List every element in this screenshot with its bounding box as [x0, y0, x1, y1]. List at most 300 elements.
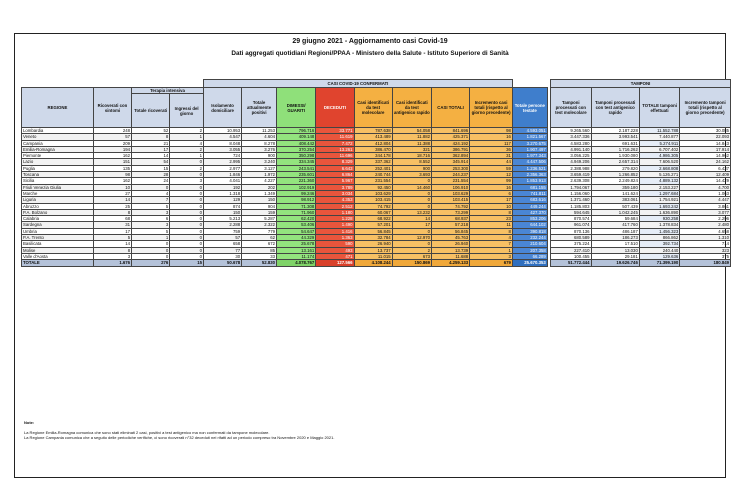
cell-molecolare: 231.554 — [354, 178, 392, 184]
cell-deceduti: 1.363 — [316, 235, 354, 241]
cell-region: Puglia — [22, 165, 94, 171]
cell-t-antigenico: 279.820 — [591, 165, 639, 171]
cell-isolamento: 10.953 — [203, 128, 241, 134]
cell-antigenico: 54.058 — [392, 128, 431, 134]
cell-testate: 1.821.567 — [512, 134, 547, 140]
bulletin-subtitle: Dati aggregati quotidiani Regioni/PPAA - Ministero della Salute - Istituto Superiore di Sanità — [231, 50, 509, 57]
cell-casi-totali: 253.300 — [432, 165, 470, 171]
cell-ti-totale: 6 — [132, 216, 170, 222]
cell-isolamento: 1.318 — [203, 190, 241, 196]
cell-region: Sardegna — [22, 222, 94, 228]
cell-t-molecolare: 4.991.140 — [551, 146, 591, 152]
cell-casi-totali: 345.914 — [432, 159, 470, 165]
cell-dimessi: 235.601 — [277, 172, 316, 178]
cell-incremento: 16 — [470, 184, 513, 190]
bulletin-title: 29 giugno 2021 - Aggiornamento casi Covid-19 — [292, 38, 448, 45]
cell-ti-ingressi: 0 — [170, 228, 204, 234]
cell-t-incremento: 17.914 — [680, 146, 731, 152]
cell-isolamento: 2.288 — [203, 222, 241, 228]
cell-ti-ingressi: 0 — [170, 159, 204, 165]
cell-t-molecolare: 2.639.308 — [551, 178, 591, 184]
cell-isolamento: 50.678 — [203, 260, 241, 266]
note-line: La Regione Campania comunica che a seguito delle periodiche verifiche, ci sono ricoverati n°32 deceduti nei rifatti ad un periodo compreso tra Novembre 2020 e Maggio 2021. — [24, 435, 335, 440]
cell-antigenico: 17 — [392, 222, 431, 228]
cell-ti-ingressi: 2 — [170, 146, 204, 152]
cell-casi-totali: 57.218 — [432, 222, 470, 228]
cell-t-totale: 2.668.808 — [639, 165, 679, 171]
col-casi-totali: CASI TOTALI — [432, 88, 470, 128]
cell-t-incremento: 14.962 — [680, 153, 731, 159]
cell-ti-totale: 0 — [132, 247, 170, 253]
cell-positivi: 202 — [242, 184, 277, 190]
cell-testate: 390.818 — [512, 228, 547, 234]
cell-incremento: 8 — [470, 209, 513, 215]
cell-t-molecolare: 680.589 — [551, 235, 591, 241]
cell-ti-ingressi: 0 — [170, 203, 204, 209]
cell-ricoverati: 14 — [93, 197, 131, 203]
cell-dimessi: 53.406 — [277, 222, 316, 228]
cell-ti-totale: 17 — [132, 146, 170, 152]
cell-dimessi: 71.308 — [277, 203, 316, 209]
cell-molecolare: 412.804 — [354, 140, 392, 146]
table-row — [22, 134, 731, 140]
cell-t-antigenico: 141.624 — [591, 190, 639, 196]
cell-t-incremento: 2.296 — [680, 216, 731, 222]
cell-incremento: 16 — [470, 134, 513, 140]
cell-deceduti: 6.643 — [316, 165, 354, 171]
cell-isolamento: 3.055 — [203, 146, 241, 152]
total-row — [22, 260, 731, 266]
cell-dimessi: 4.078.767 — [277, 260, 316, 266]
cell-ti-ingressi: 2 — [170, 128, 204, 134]
cell-incremento: 7 — [470, 241, 513, 247]
cell-antigenico: 8.552 — [392, 159, 431, 165]
cell-ricoverati: 57 — [93, 134, 131, 140]
cell-deceduti: 1.416 — [316, 228, 354, 234]
cell-deceduti: 493 — [316, 247, 354, 253]
cell-isolamento: 724 — [203, 153, 241, 159]
col-isolamento: Isolamento domiciliare — [203, 88, 241, 128]
cell-incremento: 1 — [470, 247, 513, 253]
cell-dimessi: 334.345 — [277, 159, 316, 165]
cell-t-incremento: 375 — [680, 253, 731, 259]
cell-deceduti: 3.789 — [316, 184, 354, 190]
cell-ricoverati: 3 — [93, 253, 131, 259]
cell-deceduti: 5.967 — [316, 178, 354, 184]
cell-molecolare: 60.067 — [354, 209, 392, 215]
cell-t-molecolare: 100.455 — [551, 253, 591, 259]
cell-positivi: 3.127 — [242, 165, 277, 171]
cell-casi-totali: 11.688 — [432, 253, 470, 259]
cell-t-antigenico: 359.180 — [591, 184, 639, 190]
cell-t-totale: 930.258 — [639, 216, 679, 222]
cell-deceduti: 11.696 — [316, 153, 354, 159]
cell-ti-ingressi: 0 — [170, 172, 204, 178]
cell-region: Basilicata — [22, 241, 94, 247]
cell-positivi: 779 — [242, 228, 277, 234]
cell-ti-totale: 0 — [132, 241, 170, 247]
cell-t-totale: 1.378.834 — [639, 222, 679, 228]
cell-testate: 681.155 — [512, 184, 547, 190]
cell-molecolare: 4.108.244 — [354, 260, 392, 266]
cell-t-antigenico: 1.266.852 — [591, 172, 639, 178]
cell-testate: 2.356.363 — [512, 172, 547, 178]
cell-region: Umbria — [22, 228, 94, 234]
col-antigenico: Casi identificati da test antigenico rapido — [392, 88, 431, 128]
cell-molecolare: 337.362 — [354, 159, 392, 165]
cell-t-antigenico: 13.030 — [591, 247, 639, 253]
col-ti-ingressi: Ingressi del giorno — [170, 94, 204, 128]
cell-ti-totale: 5 — [132, 203, 170, 209]
cell-ti-totale: 15 — [132, 165, 170, 171]
cell-t-incremento: 3.077 — [680, 209, 731, 215]
cell-ti-totale: 0 — [132, 184, 170, 190]
cell-t-totale: 5.274.911 — [639, 140, 679, 146]
cell-molecolare: 57.201 — [354, 222, 392, 228]
cell-t-molecolare: 375.224 — [551, 241, 591, 247]
cell-ricoverati: 17 — [93, 228, 131, 234]
cell-incremento: 23 — [470, 216, 513, 222]
cell-region: Molise — [22, 247, 94, 253]
cell-antigenico: 673 — [392, 253, 431, 259]
cell-t-molecolare: 3.056.225 — [551, 153, 591, 159]
cell-casi-totali: 26.940 — [432, 241, 470, 247]
cell-antigenico: 321 — [392, 146, 431, 152]
cell-ricoverati: 10 — [93, 184, 131, 190]
cell-molecolare: 344.178 — [354, 153, 392, 159]
cell-deceduti: 590 — [316, 241, 354, 247]
cell-isolamento: 5.213 — [203, 216, 241, 222]
cell-positivi: 3.276 — [242, 146, 277, 152]
cell-testate: 4.447.506 — [512, 159, 547, 165]
cell-region: Toscana — [22, 172, 94, 178]
cell-positivi: 2.322 — [242, 222, 277, 228]
cell-incremento: 3 — [470, 253, 513, 259]
col-ti-totale: Totale ricoverati — [132, 94, 170, 128]
cell-molecolare: 68.922 — [354, 216, 392, 222]
cell-casi-totali: 56.845 — [432, 228, 470, 234]
cell-ricoverati: 162 — [93, 178, 131, 184]
group-terapia-spacer — [93, 80, 203, 88]
col-incremento: Incremento casi totali (rispetto al giorno precedente) — [470, 88, 513, 128]
cell-t-molecolare: 961.074 — [551, 222, 591, 228]
cell-incremento: 6 — [470, 190, 513, 196]
notes-label: Note: — [24, 420, 35, 425]
cell-isolamento: 759 — [203, 228, 241, 234]
cell-incremento: 12 — [470, 172, 513, 178]
col-terapia-intensiva: Terapia intensiva — [132, 88, 204, 94]
cell-deceduti: 7.472 — [316, 140, 354, 146]
cell-testate: 66.289 — [512, 253, 547, 259]
cell-positivi: 904 — [242, 203, 277, 209]
cell-antigenico: 0 — [392, 190, 431, 196]
cell-t-molecolare: 1.794.067 — [551, 184, 591, 190]
cell-incremento: 17 — [470, 197, 513, 203]
table-row — [22, 190, 731, 196]
cell-dimessi: 71.960 — [277, 209, 316, 215]
cell-testate: 210.604 — [512, 241, 547, 247]
cell-region: Liguria — [22, 197, 94, 203]
cell-t-incremento: 323 — [680, 247, 731, 253]
cell-ti-totale: 7 — [132, 197, 170, 203]
notes-section — [24, 420, 714, 441]
table-row — [22, 140, 731, 146]
cell-casi-totali: 45.763 — [432, 235, 470, 241]
cell-t-antigenico: 3.993.541 — [591, 134, 639, 140]
cell-deceduti: 13.261 — [316, 146, 354, 152]
cell-ti-totale: 1 — [132, 235, 170, 241]
cell-molecolare: 386.470 — [354, 146, 392, 152]
cell-positivi: 85 — [242, 247, 277, 253]
cell-dimessi: 243.541 — [277, 165, 316, 171]
cell-ricoverati: 25 — [93, 203, 131, 209]
cell-antigenico: 11.882 — [392, 134, 431, 140]
cell-region: P.A. Bolzano — [22, 209, 94, 215]
col-t-incremento: Incremento tamponi totali (rispetto al giorno precedente) — [680, 88, 731, 128]
cell-molecolare: 26.940 — [354, 241, 392, 247]
table-row — [22, 197, 731, 203]
cell-ricoverati: 194 — [93, 146, 131, 152]
cell-t-antigenico: 507.439 — [591, 203, 639, 209]
cell-incremento: 117 — [470, 140, 513, 146]
cell-deceduti: 8.329 — [316, 159, 354, 165]
cell-molecolare: 32.784 — [354, 235, 392, 241]
cell-casi-totali: 73.299 — [432, 209, 470, 215]
cell-ti-totale: 54 — [132, 159, 170, 165]
cell-isolamento: 1.846 — [203, 172, 241, 178]
cell-deceduti: 33.771 — [316, 128, 354, 134]
cell-ti-totale: 3 — [132, 209, 170, 215]
cell-molecolare: 413.489 — [354, 134, 392, 140]
cell-dimessi: 408.442 — [277, 140, 316, 146]
cell-t-antigenico: 19.626.746 — [591, 260, 639, 266]
cell-testate: 853.206 — [512, 216, 547, 222]
cell-ti-ingressi: 0 — [170, 209, 204, 215]
cell-t-incremento: 4.700 — [680, 184, 731, 190]
cell-casi-totali: 4.259.133 — [432, 260, 470, 266]
cell-positivi: 4.227 — [242, 178, 277, 184]
cell-t-totale: 866.862 — [639, 235, 679, 241]
cell-t-incremento: 12.409 — [680, 172, 731, 178]
cell-t-incremento: 3.861 — [680, 203, 731, 209]
cell-positivi: 52.830 — [242, 260, 277, 266]
cell-incremento: 31 — [470, 153, 513, 159]
cell-dimessi: 99.246 — [277, 190, 316, 196]
cell-t-incremento: 24.162 — [680, 159, 731, 165]
cell-t-totale: 1.693.242 — [639, 203, 679, 209]
cell-region: Marche — [22, 190, 94, 196]
cell-positivi: 5.287 — [242, 216, 277, 222]
cell-deceduti: 11.619 — [316, 134, 354, 140]
cell-dimessi: 796.716 — [277, 128, 316, 134]
cell-molecolare: 56.845 — [354, 228, 392, 234]
cell-incremento: 679 — [470, 260, 513, 266]
cell-region: Lombardia — [22, 128, 94, 134]
col-testate: Totale persone testate — [512, 88, 547, 128]
cell-ti-ingressi: 0 — [170, 241, 204, 247]
cell-dimessi: 54.647 — [277, 228, 316, 234]
cell-region: P.A. Trento — [22, 235, 94, 241]
cell-dimessi: 25.678 — [277, 241, 316, 247]
cell-positivi: 8.278 — [242, 140, 277, 146]
cell-dimessi: 13.161 — [277, 247, 316, 253]
cell-t-antigenico: 417.760 — [591, 222, 639, 228]
cell-t-incremento: 6.437 — [680, 165, 731, 171]
cell-region: Emilia-Romagna — [22, 146, 94, 152]
cell-t-incremento: 4.658 — [680, 228, 731, 234]
cell-deceduti: 1.228 — [316, 216, 354, 222]
table-row — [22, 128, 731, 134]
table-row — [22, 172, 731, 178]
col-molecolare: Casi identificati da test molecolare — [354, 88, 392, 128]
cell-casi-totali: 386.791 — [432, 146, 470, 152]
cell-isolamento: 658 — [203, 241, 241, 247]
col-t-antigenico: Tamponi processati con test antigenico rapido — [591, 88, 639, 128]
cell-t-totale: 1.456.323 — [639, 228, 679, 234]
cell-ricoverati: 5 — [93, 235, 131, 241]
cell-t-antigenico: 186.273 — [591, 235, 639, 241]
cell-t-molecolare: 594.645 — [551, 209, 591, 215]
cell-positivi: 150 — [242, 197, 277, 203]
cell-region: Valle d'Aosta — [22, 253, 94, 259]
cell-testate: 1.907.497 — [512, 146, 547, 152]
cell-ti-ingressi: 0 — [170, 216, 204, 222]
col-t-totale: TOTALE tamponi effettuati — [639, 88, 679, 128]
cell-region: Sicilia — [22, 178, 94, 184]
cell-molecolare: 240.744 — [354, 172, 392, 178]
cell-antigenico: 0 — [392, 197, 431, 203]
cell-t-incremento: 4.447 — [680, 197, 731, 203]
cell-ricoverati: 162 — [93, 153, 131, 159]
note-line: La Regione Emilia-Romagna comunica che sono stati eliminati 2 casi, positivi a test antigenico ma non confermati da tampone molecolare. — [24, 429, 270, 435]
cell-t-molecolare: 3.447.336 — [551, 134, 591, 140]
cell-antigenico: 2 — [392, 247, 431, 253]
cell-testate: 3.270.675 — [512, 140, 547, 146]
cell-antigenico: 3.693 — [392, 172, 431, 178]
cell-t-antigenico: 59.684 — [591, 216, 639, 222]
group-casi-confermati: CASI COVID-19 CONFERMATI — [203, 80, 512, 88]
cell-t-molecolare: 4.949.206 — [551, 159, 591, 165]
table-row — [22, 159, 731, 165]
cell-deceduti: 471 — [316, 253, 354, 259]
cell-isolamento: 192 — [203, 184, 241, 190]
cell-positivi: 4.604 — [242, 134, 277, 140]
cell-t-molecolare: 9.265.560 — [551, 128, 591, 134]
cell-molecolare: 103.629 — [354, 190, 392, 196]
cell-incremento: 10 — [470, 203, 513, 209]
cell-antigenico: 900 — [392, 165, 431, 171]
cell-dimessi: 409.148 — [277, 134, 316, 140]
covid-data-table — [21, 79, 731, 267]
cell-positivi: 33 — [242, 253, 277, 259]
cell-casi-totali: 103.415 — [432, 197, 470, 203]
cell-region: Veneto — [22, 134, 94, 140]
table-row — [22, 153, 731, 159]
cell-t-incremento: 14.843 — [680, 140, 731, 146]
cell-t-incremento: 1.063 — [680, 190, 731, 196]
cell-incremento: 98 — [470, 128, 513, 134]
cell-incremento: 8 — [470, 228, 513, 234]
cell-t-molecolare: 1.185.803 — [551, 203, 591, 209]
cell-casi-totali: 231.554 — [432, 178, 470, 184]
table-row — [22, 146, 731, 152]
cell-t-totale: 7.440.877 — [639, 134, 679, 140]
cell-ricoverati: 98 — [93, 172, 131, 178]
cell-t-molecolare: 870.136 — [551, 228, 591, 234]
cell-region: Piemonte — [22, 153, 94, 159]
group-tamponi: TAMPONI — [551, 80, 731, 88]
cell-ti-ingressi: 1 — [170, 153, 204, 159]
cell-t-antigenico: 1.930.080 — [591, 153, 639, 159]
cell-isolamento: 30 — [203, 253, 241, 259]
cell-deceduti: 4.353 — [316, 197, 354, 203]
cell-ti-ingressi: 0 — [170, 222, 204, 228]
cell-ti-ingressi: 1 — [170, 134, 204, 140]
cell-t-totale: 71.399.190 — [639, 260, 679, 266]
cell-ricoverati: 31 — [93, 222, 131, 228]
cell-dimessi: 350.298 — [277, 153, 316, 159]
cell-ricoverati: 135 — [93, 165, 131, 171]
cell-region: Calabria — [22, 216, 94, 222]
cell-t-antigenico: 1.716.262 — [591, 146, 639, 152]
cell-t-incremento: 180.849 — [680, 260, 731, 266]
cell-antigenico: 11.388 — [392, 140, 431, 146]
cell-antigenico: 0 — [392, 203, 431, 209]
cell-testate: 25.670.353 — [512, 260, 547, 266]
cell-dimessi: 370.254 — [277, 146, 316, 152]
cell-region: Abruzzo — [22, 203, 94, 209]
cell-isolamento: 874 — [203, 203, 241, 209]
cell-dimessi: 62.420 — [277, 216, 316, 222]
cell-ricoverati: 1.676 — [93, 260, 131, 266]
cell-t-antigenico: 1.042.245 — [591, 209, 639, 215]
cell-antigenico: 14.460 — [392, 184, 431, 190]
cell-molecolare: 11.015 — [354, 253, 392, 259]
table-row — [22, 165, 731, 171]
col-regione: REGIONE — [22, 88, 94, 128]
cell-casi-totali: 68.937 — [432, 216, 470, 222]
cell-dimessi: 221.360 — [277, 178, 316, 184]
cell-region: Campania — [22, 140, 94, 146]
cell-incremento: 36 — [470, 146, 513, 152]
cell-testate: 232.244 — [512, 235, 547, 241]
cell-antigenico: 14 — [392, 216, 431, 222]
cell-positivi: 11.253 — [242, 128, 277, 134]
cell-molecolare: 787.638 — [354, 128, 392, 134]
cell-t-antigenico: 486.187 — [591, 228, 639, 234]
cell-deceduti: 3.034 — [316, 190, 354, 196]
cell-region: TOTALE — [22, 260, 94, 266]
cell-testate: 207.358 — [512, 247, 547, 253]
cell-incremento: 44 — [470, 159, 513, 165]
cell-casi-totali: 425.371 — [432, 134, 470, 140]
cell-dimessi: 102.919 — [277, 184, 316, 190]
cell-t-molecolare: 870.574 — [551, 216, 591, 222]
cell-deceduti: 1.180 — [316, 209, 354, 215]
cell-deceduti: 6.864 — [316, 172, 354, 178]
cell-antigenico: 0 — [392, 241, 431, 247]
cell-t-totale: 1.754.921 — [639, 197, 679, 203]
cell-ti-ingressi: 0 — [170, 190, 204, 196]
cell-ricoverati: 27 — [93, 190, 131, 196]
cell-isolamento: 4.041 — [203, 178, 241, 184]
cell-positivi: 672 — [242, 241, 277, 247]
cell-isolamento: 2.977 — [203, 165, 241, 171]
col-dimessi: DIMESSI/ GUARITI — [277, 88, 316, 128]
cell-ricoverati: 151 — [93, 159, 131, 165]
cell-t-totale: 7.606.520 — [639, 159, 679, 165]
cell-ti-ingressi: 0 — [170, 247, 204, 253]
